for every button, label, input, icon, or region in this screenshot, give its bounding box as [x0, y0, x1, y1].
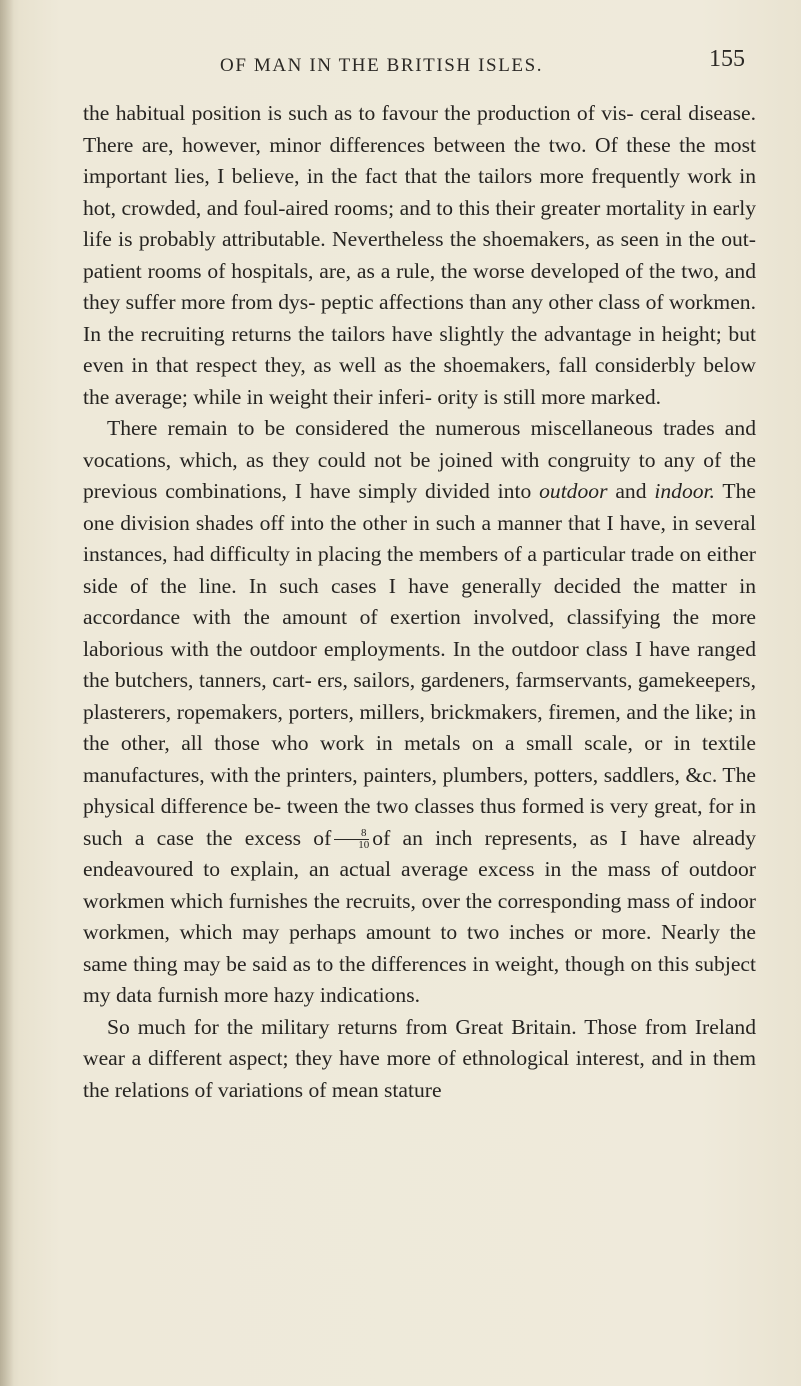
term-outdoor: outdoor: [539, 479, 608, 503]
page-number: 155: [709, 46, 745, 72]
paragraph-2: [83, 413, 756, 1012]
fraction-eight-tenths: [334, 828, 369, 851]
paragraph-2-part-1: There remain to be considered the numerous miscellaneous trades and vocations, which, as they could not be joined with congruity to any of the previous combinations, I have simply divided into: [83, 416, 756, 503]
paragraph-2-part-2: The one division shades off into the other in such a manner that I have, in several instances, had difficulty in placing the members of a particular trade on either side of the line. In such cases I have generally decided the matter in accordance with the amount of exertion involved, classifying the more laborious with the outdoor employments. In the outdoor class I have ranged the butchers, tanners, cart- ers, sailors, gardeners, farmservants, gamekeepers, plasterers, ropemakers, porters, millers, brickmakers, firemen, and the like; in the other, all those who work in metals on a small scale, or in textile manufactures, with the printers, painters, plumbers, potters, saddlers, &c. The physical difference be- tween the two classes thus formed is very great, for in such a case the excess of: [83, 479, 756, 850]
term-indoor: indoor.: [654, 479, 715, 503]
word-and: and: [615, 479, 647, 503]
paragraph-1: the habitual position is such as to favour the production of vis- ceral disease. There are, however, minor differences between the two. Of these the most important lies, I believe, in the fact that the tailors more frequently work in hot, crowded, and foul-aired rooms; and to this their greater mortality in early life is probably attributable. Nevertheless the shoemakers, as seen in the out-patient rooms of hospitals, are, as a rule, the worse developed of the two, and they suffer more from dys- peptic affections than any other class of workmen. In the recruiting returns the tailors have slightly the advantage in height; but even in that respect they, as well as the shoemakers, fall considerbly below the average; while in weight their inferi- ority is still more marked.: [83, 101, 756, 409]
running-head: OF MAN IN THE BRITISH ISLES.: [220, 55, 544, 76]
body-text: [83, 98, 756, 1106]
paragraph-2-part-3: of an inch represents, as I have already endeavoured to explain, an actual average excess in the mass of outdoor workmen which furnishes the recruits, over the corresponding mass of indoor workmen, which may perhaps amount to two inches or more. Nearly the same thing may be said as to the differences in weight, though on this subject my data furnish more hazy indications.: [83, 825, 756, 1007]
binding-shadow: [0, 0, 14, 1386]
fraction-numerator: 8: [334, 828, 369, 840]
paragraph-3: So much for the military returns from Great Britain. Those from Ireland wear a different aspect; they have more of ethnological interest, and in them the relations of variations of mean stature: [83, 1014, 756, 1102]
fraction-denominator: 10: [358, 839, 370, 852]
